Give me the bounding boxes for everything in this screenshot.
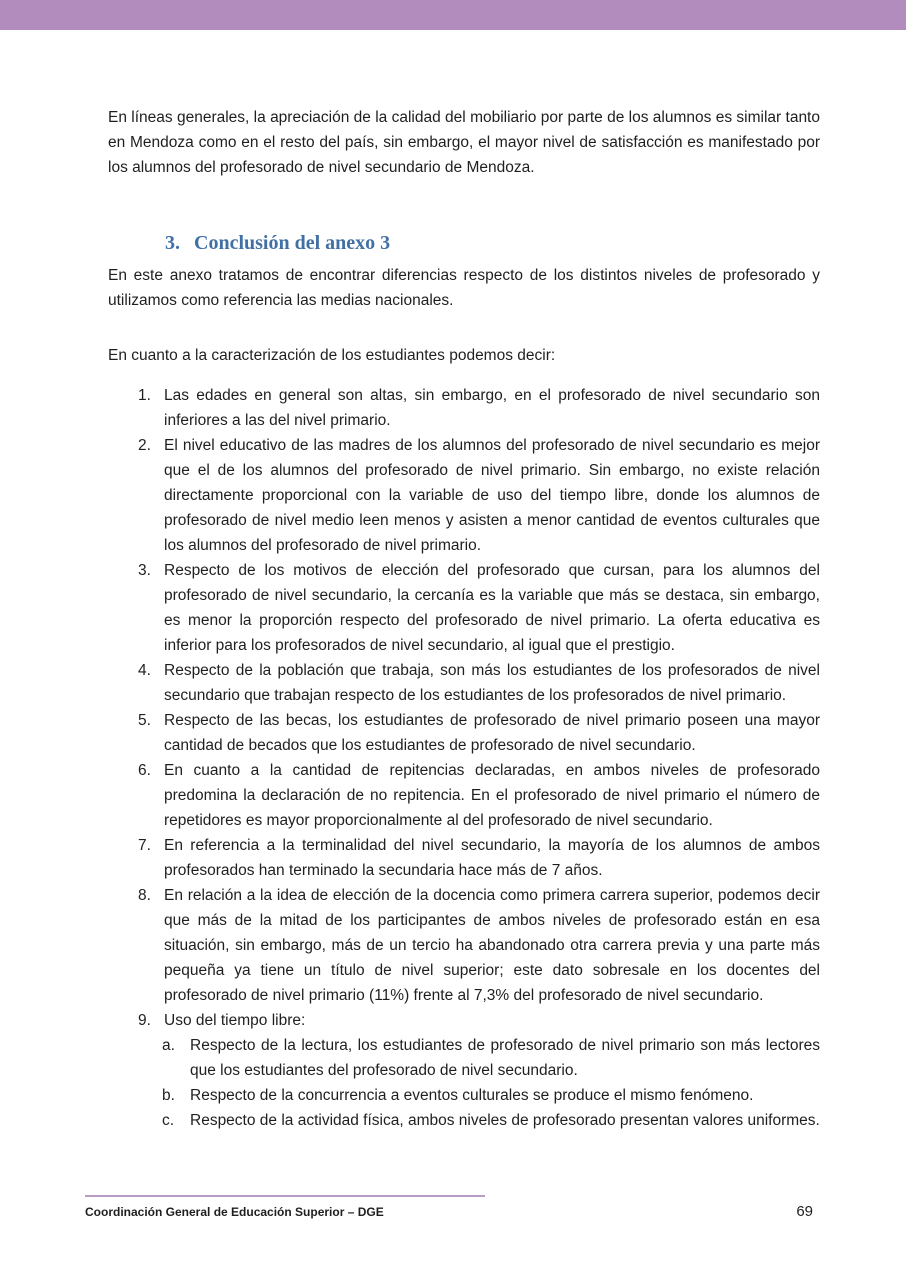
section-paragraph-1: En este anexo tratamos de encontrar diferencias respecto de los distintos niveles de profesorado y utilizamos como referencia las medias nacionales.	[108, 267, 820, 309]
list-item	[138, 383, 820, 433]
footer-page-number: 69	[796, 1203, 813, 1220]
intro-paragraph: En líneas generales, la apreciación de la calidad del mobiliario por parte de los alumnos es similar tanto en Mendoza como en el resto del país, sin embargo, el mayor nivel de satisfacción es manifestado por los alumnos del profesorado de nivel secundario de Mendoza.	[108, 109, 820, 176]
footer-divider-line	[85, 1195, 485, 1197]
list-item-text: En relación a la idea de elección de la docencia como primera carrera superior, podemos decir que más de la mitad de los participantes de ambos niveles de profesorado están en esa situación, sin embargo, más de un tercio ha abandonado otra carrera previa y una parte más pequeña ya tiene un título de nivel superior; este dato sobresale en los docentes del profesorado de nivel primario (11%) frente al 7,3% del profesorado de nivel secundario.	[164, 887, 820, 1004]
sublist-item-text: Respecto de la actividad física, ambos niveles de profesorado presentan valores uniformes.	[190, 1112, 820, 1129]
list-item	[138, 433, 820, 558]
sublist-item-letter: a.	[162, 1037, 175, 1054]
list-item-text: En referencia a la terminalidad del nivel secundario, la mayoría de los alumnos de ambos profesorados han terminado la secundaria hace más de 7 años.	[164, 837, 820, 879]
list-item-text: Respecto de las becas, los estudiantes de profesorado de nivel primario poseen una mayor cantidad de becados que los estudiantes de profesorado de nivel secundario.	[164, 712, 820, 754]
list-item	[138, 558, 820, 658]
page-content	[108, 30, 820, 1133]
sublist-item-text: Respecto de la concurrencia a eventos culturales se produce el mismo fenómeno.	[190, 1087, 754, 1104]
list-item-number: 8.	[138, 887, 151, 904]
list-item-number: 4.	[138, 662, 151, 679]
list-item-text: El nivel educativo de las madres de los alumnos del profesorado de nivel secundario es mejor que el de los alumnos del profesorado de nivel primario. Sin embargo, no existe relación directamente proporcional con la variable de uso del tiempo libre, donde los alumnos de profesorado de nivel medio leen menos y asisten a menor cantidad de eventos culturales que los alumnos del profesorado de nivel primario.	[164, 437, 820, 554]
list-item-text: Respecto de la población que trabaja, son más los estudiantes de los profesorados de nivel secundario que trabajan respecto de los estudiantes de los profesorados de nivel primario.	[164, 662, 820, 704]
list-item	[138, 708, 820, 758]
list-item-number: 5.	[138, 712, 151, 729]
sublist-item	[162, 1108, 820, 1133]
list-item-number: 9.	[138, 1012, 151, 1029]
page-footer	[0, 1195, 906, 1220]
sublist-item	[162, 1083, 820, 1108]
sublist-item-letter: b.	[162, 1087, 175, 1104]
sublist-item-letter: c.	[162, 1112, 175, 1129]
list-item-text: Las edades en general son altas, sin embargo, en el profesorado de nivel secundario son inferiores a las del nivel primario.	[164, 387, 820, 429]
list-item	[138, 658, 820, 708]
footer-row	[0, 1203, 906, 1220]
section-heading-title: Conclusión del anexo 3	[194, 232, 391, 254]
section-heading-number: 3.	[165, 232, 180, 254]
list-item-number: 3.	[138, 562, 151, 579]
list-item-number: 2.	[138, 437, 151, 454]
list-item-number: 1.	[138, 387, 151, 404]
list-item-text: Uso del tiempo libre:	[164, 1012, 306, 1029]
section-heading	[165, 232, 820, 255]
numbered-list	[108, 383, 820, 1133]
list-item-number: 7.	[138, 837, 151, 854]
sublist-item-text: Respecto de la lectura, los estudiantes de profesorado de nivel primario son más lectores que los estudiantes del profesorado de nivel secundario.	[190, 1037, 820, 1079]
list-item-text: En cuanto a la cantidad de repitencias declaradas, en ambos niveles de profesorado predomina la declaración de no repitencia. En el profesorado de nivel primario el número de repetidores es mayor proporcionalmente al del profesorado de nivel secundario.	[164, 762, 820, 829]
footer-organization-label: Coordinación General de Educación Superior – DGE	[85, 1205, 384, 1219]
lettered-sublist	[108, 1033, 820, 1133]
sublist-item	[162, 1033, 820, 1083]
page-header-bar	[0, 0, 906, 30]
list-item-number: 6.	[138, 762, 151, 779]
list-item	[138, 833, 820, 883]
list-item	[138, 758, 820, 833]
list-item-text: Respecto de los motivos de elección del profesorado que cursan, para los alumnos del profesorado de nivel secundario, la cercanía es la variable que más se destaca, sin embargo, es menor la proporción respecto del profesorado de nivel primario. La oferta educativa es inferior para los profesorados de nivel secundario, al igual que el prestigio.	[164, 562, 820, 654]
list-item	[138, 1008, 820, 1033]
section-paragraph-2: En cuanto a la caracterización de los estudiantes podemos decir:	[108, 347, 556, 364]
list-item	[138, 883, 820, 1008]
